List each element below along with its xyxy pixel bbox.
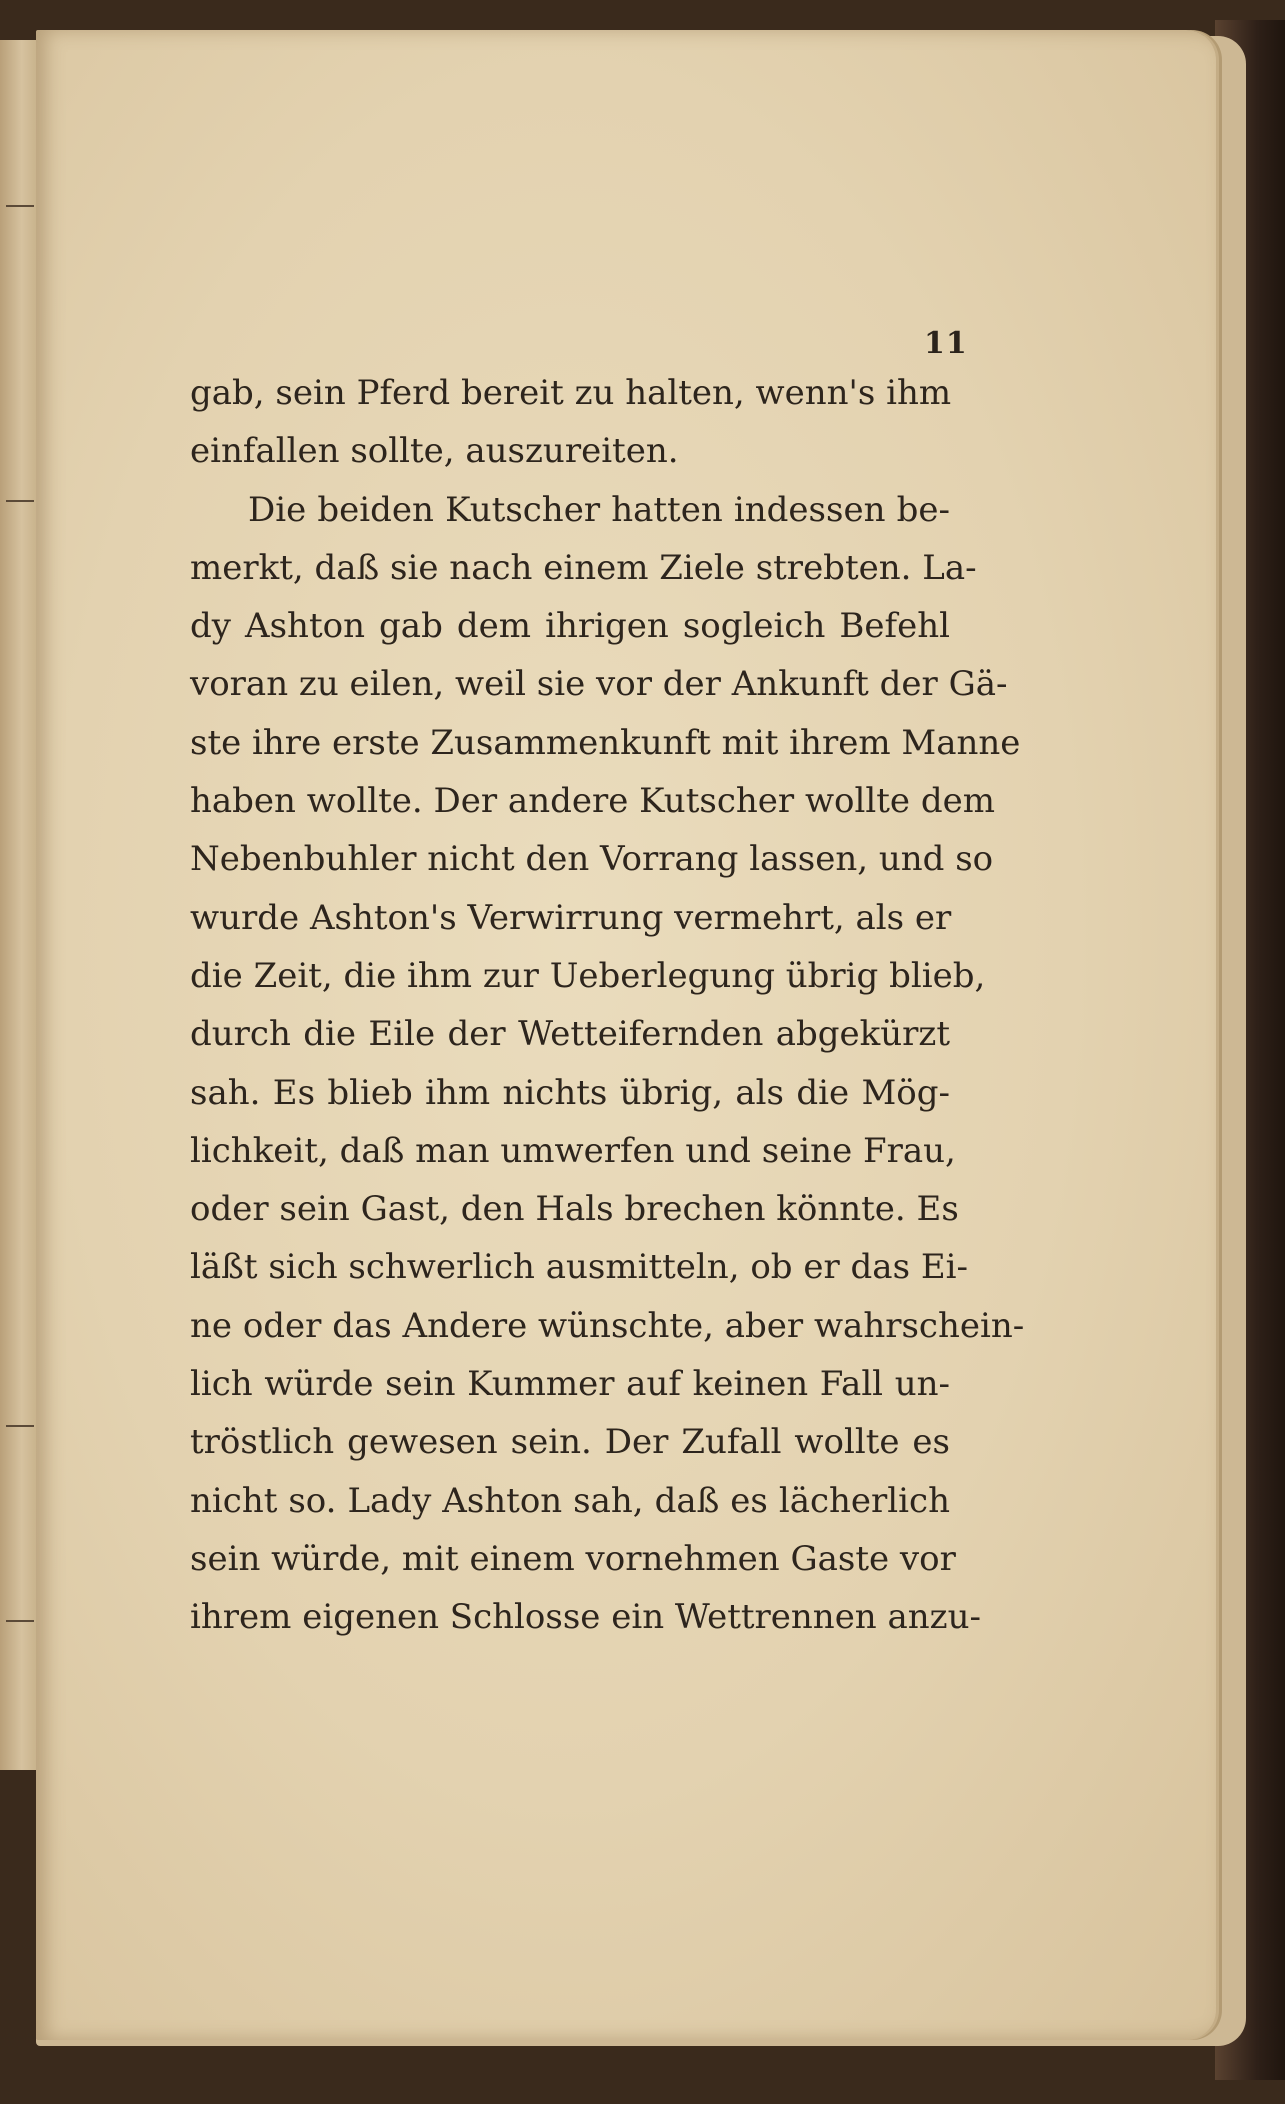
text-line: oder sein Gast, den Hals brechen könnte. Es [190, 1189, 959, 1230]
text-line: sein würde, mit einem vornehmen Gaste vor [190, 1538, 956, 1579]
text-line: einfallen sollte, auszureiten. [190, 431, 679, 472]
text-line: sah. Es blieb ihm nichts übrig, als die Mög- [190, 1072, 950, 1113]
text-line: merkt, daß sie nach einem Ziele strebten. La- [190, 547, 977, 588]
text-line: lichkeit, daß man umwerfen und seine Frau, [190, 1130, 956, 1171]
text-line: ihrem eigenen Schlosse ein Wettrennen anzu- [190, 1597, 981, 1638]
text-line: läßt sich schwerlich ausmitteln, ob er das Ei- [190, 1247, 969, 1288]
left-page-edge [0, 40, 37, 1770]
text-line: die Zeit, die ihm zur Ueberlegung übrig blieb, [190, 955, 986, 996]
text-line: haben wollte. Der andere Kutscher wollte dem [190, 781, 995, 822]
text-line: ne oder das Andere wünschte, aber wahrschein- [190, 1305, 1025, 1346]
text-line: durch die Eile der Wetteifernden abgekürzt [190, 1014, 950, 1055]
text-line: dy Ashton gab dem ihrigen sogleich Befehl [190, 606, 950, 647]
text-line: Nebenbuhler nicht den Vorrang lassen, und so [190, 839, 994, 880]
text-line: voran zu eilen, weil sie vor der Ankunft der Gä- [190, 664, 1008, 705]
text-line: tröstlich gewesen sein. Der Zufall wollte es [190, 1422, 950, 1463]
gutter-mark [6, 1620, 34, 1622]
gutter-mark [6, 205, 34, 207]
gutter-mark [6, 500, 34, 502]
text-line: wurde Ashton's Verwirrung vermehrt, als er [190, 897, 952, 938]
text-line: nicht so. Lady Ashton sah, daß es lächerlich [190, 1480, 950, 1521]
text-line: ste ihre erste Zusammenkunft mit ihrem Manne [190, 722, 1021, 763]
text-line: Die beiden Kutscher hatten indessen be- [248, 489, 950, 530]
gutter-mark [6, 1425, 34, 1427]
page-number: 11 [924, 326, 968, 361]
text-block [190, 364, 1025, 1647]
text-line: lich würde sein Kummer auf keinen Fall un- [190, 1364, 950, 1405]
text-line: gab, sein Pferd bereit zu halten, wenn's ihm [190, 373, 952, 413]
